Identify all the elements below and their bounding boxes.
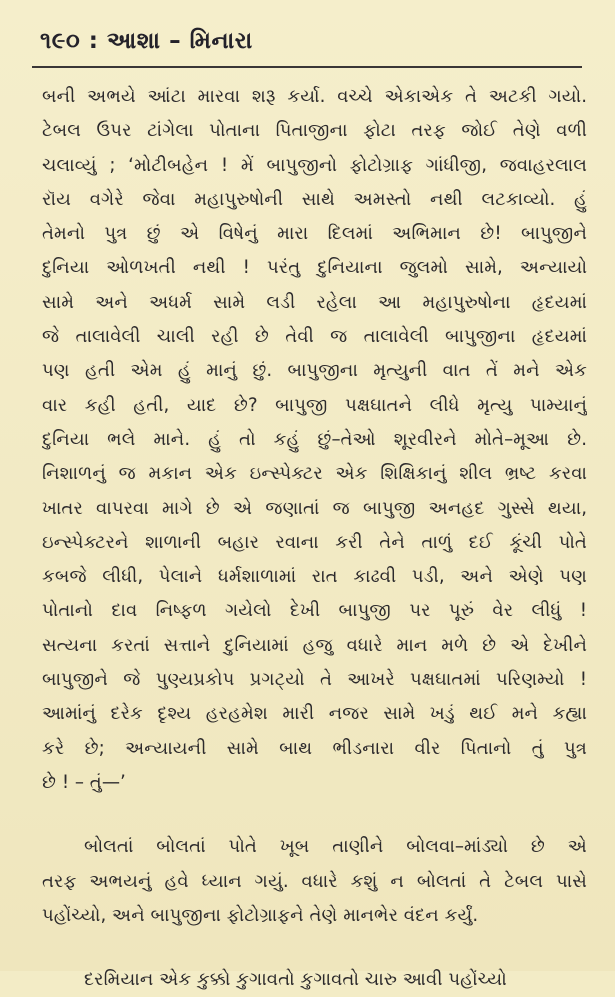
text-line: ઇન્સ્પેક્ટરને શાળાની બહાર રવાના કરી તેને તાળું દઈ કૂંચી પોતે (42, 531, 587, 553)
text-line: સામે અને અધર્મ સામે લડી રહેલા આ મહાપુરુષોના હૃદયમાં (42, 291, 587, 313)
text-line: પોતાનો દાવ નિષ્ફળ ગયેલો દેખી બાપુજી પર પૂરું વેર લીધું ! (42, 600, 587, 622)
text-line: રૉય વગેરે જેવા મહાપુરુષોની સાથે અમસ્તો નથી લટકાવ્યો. હું (42, 188, 587, 210)
text-line: કરે છે; અન્યાયની સામે બાથ ભીડનારા વીર પિતાનો તું પુત્ર (42, 737, 587, 759)
paragraph-3 (42, 963, 587, 997)
text-line: છે ! – તું—’ (42, 771, 126, 793)
text-line: દુનિયા ઓળખતી નથી ! પરંતુ દુનિયાના જુલમો સામે, અન્યાયો (42, 257, 587, 279)
text-line: જે તાલાવેલી ચાલી રહી છે તેવી જ તાલાવેલી બાપુજીના હૃદયમાં (42, 326, 587, 348)
paragraph-2 (42, 830, 587, 933)
text-line: બોલતાં બોલતાં પોતે ખૂબ તાણીને બોલવા–માંડ્યો છે એ (84, 836, 587, 858)
text-line: ચલાવ્યું ; ‘મોટીબહેન ! મેં બાપુજીનો ફોટોગ્રાફ ગાંધીજી, જવાહરલાલ (42, 154, 587, 176)
text-line: વાર કહી હતી, યાદ છે? બાપુજી પક્ષઘાતને લીધે મૃત્યુ પામ્યાનું (42, 394, 587, 416)
text-line: પહોંચ્યો, અને બાપુજીના ફોટોગ્રાફને તેણે માનભેર વંદન કર્યું. (42, 904, 479, 926)
text-line: તરફ અભયનું હવે ધ્યાન ગયું. વધારે કશું ન બોલતાં તે ટેબલ પાસે (42, 870, 587, 892)
text-line: બની અભયે આંટા મારવા શરૂ કર્યા. વચ્ચે એકાએક તે અટકી ગયો. (42, 86, 587, 107)
text-line: ટેબલ ઉપર ટાંગેલા પોતાના પિતાજીના ફોટા તરફ જોઈ તેણે વળી (42, 120, 587, 142)
text-line: આમાંનું દરેક દૃશ્ય હરહમેશ મારી નજર સામે ખડું થઈ મને કહ્યા (42, 703, 587, 725)
text-line: બાપુજીને જે પુણ્યપ્રકોપ પ્રગટ્યો તે આખરે પક્ષઘાતમાં પરિણમ્યો ! (42, 669, 587, 691)
text-line: ખાતર વાપરવા માગે છે એ જણાતાં જ બાપુજી અનહદ ગુસ્સે થયા, (42, 497, 587, 519)
running-head: ૧૯૦ : આશા – મિનારા (40, 28, 253, 54)
text-line: કબજે લીધી, પેલાને ધર્મશાળામાં રાત કાઢવી પડી, અને એણે પણ (42, 566, 587, 588)
header-rule (32, 66, 582, 68)
text-line: દરમિયાન એક કુક્કો કુગાવતો કુગાવતો ચારુ આવી પહોંચ્યો (84, 969, 507, 991)
text-line: નિશાળનું જ મકાન એક ઇન્સ્પેક્ટર એક શિક્ષિકાનું શીલ ભ્રષ્ટ કરવા (42, 463, 587, 485)
body-text (42, 80, 587, 997)
text-line: સત્યના કરતાં સત્તાને દુનિયામાં હજુ વધારે માન મળે છે એ દેખીને (42, 634, 587, 656)
text-line: તેમનો પુત્ર છું એ વિષેનું મારા દિલમાં અભિમાન છે! બાપુજીને (42, 223, 587, 245)
paragraph-gap (42, 800, 587, 830)
paragraph-1 (42, 80, 587, 800)
text-line: દુનિયા ભલે માને. હું તો કહું છું–તેઓ શૂરવીરને મોતે–મૂઆ છે. (42, 428, 587, 450)
paragraph-gap (42, 933, 587, 963)
text-line: પણ હતી એમ હું માનું છું. બાપુજીના મૃત્યુની વાત તેં મને એક (42, 360, 587, 382)
